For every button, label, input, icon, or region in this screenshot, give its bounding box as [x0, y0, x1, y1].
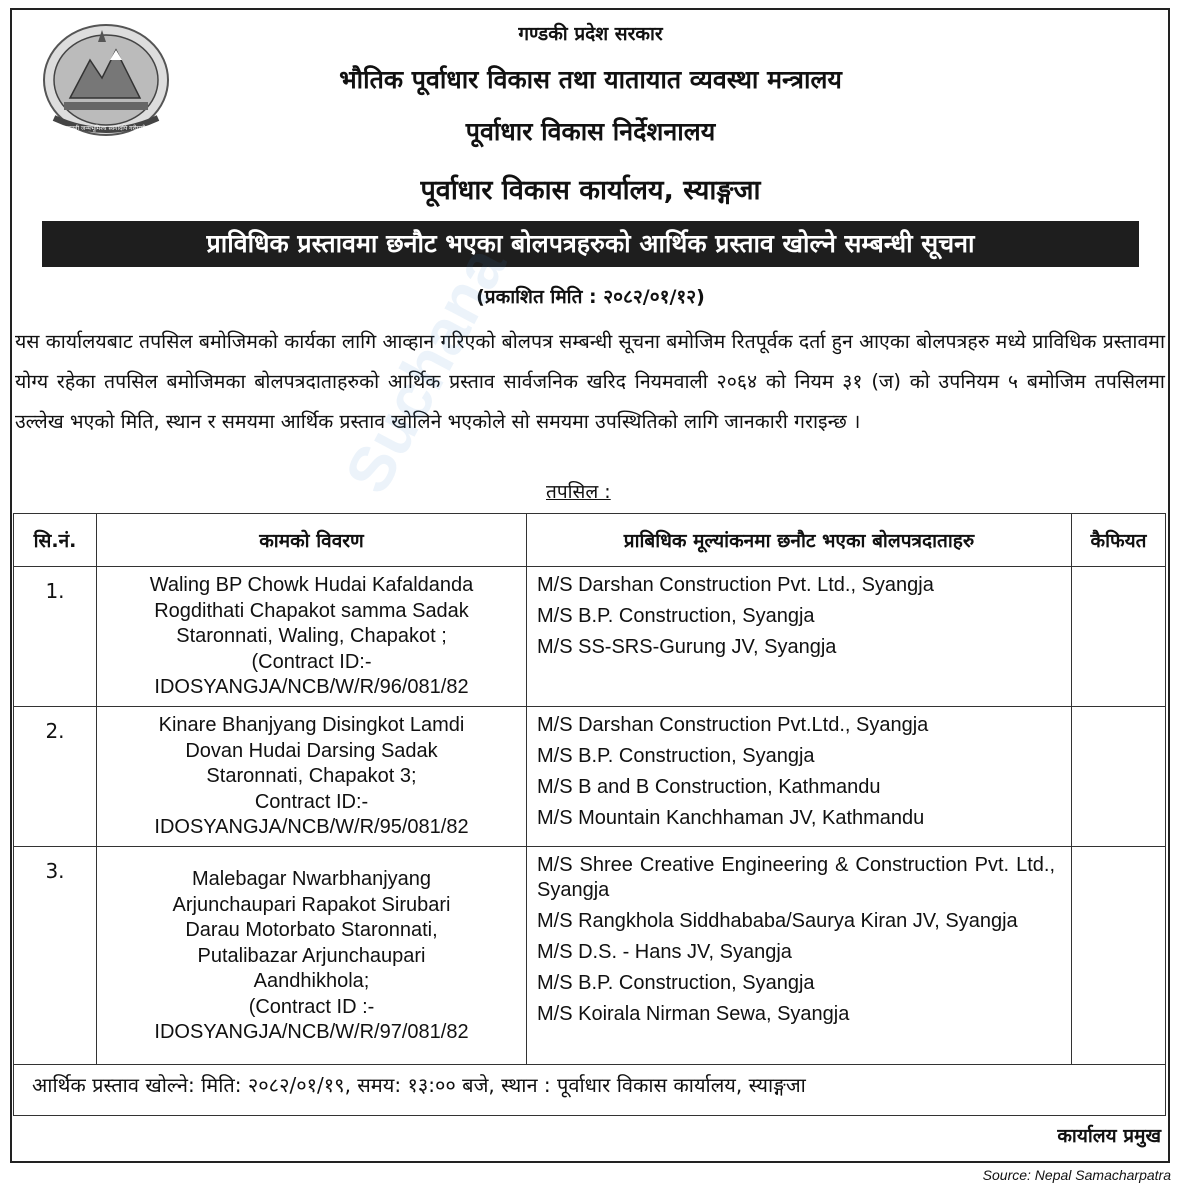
header-selected-bidders: प्राबिधिक मूल्यांकनमा छनौट भएका बोलपत्रदाताहरु — [527, 514, 1072, 567]
work-line: Putalibazar Arjunchaupari — [197, 944, 426, 967]
work-line: Dovan Hudai Darsing Sadak — [185, 739, 438, 762]
row-work-description — [97, 847, 527, 1065]
details-label: तपसिल : — [546, 481, 611, 503]
row-serial: 2. — [14, 707, 97, 847]
notice-body-paragraph: यस कार्यालयबाट तपसिल बमोजिमको कार्यका लागि आव्हान गरिएको बोलपत्र सम्बन्धी सूचना बमोजिम रितपूर्वक दर्ता हुन आएका बोलपत्रहरु मध्ये प्राविधिक प्रस्तावमा योग्य रहेका तपसिल बमोजिमका बोलपत्रदाताहरुको आर्थिक प्रस्ताव सार्वजनिक खरिद नियमवाली २०६४ को नियम ३१ (ज) को उपनियम ५ बमोजिम तपसिलमा उल्लेख भएको मिति, स्थान र समयमा आर्थिक प्रस्ताव खोलिने भएकोले सो समयमा उपस्थितिको लागि जानकारी गराइन्छ । — [15, 330, 1165, 433]
work-line: (Contract ID :- — [248, 995, 375, 1018]
work-line: Rogdithati Chapakot samma Sadak — [154, 599, 469, 622]
bidder-item: M/S B.P. Construction, Syangja — [537, 745, 815, 767]
table-row — [14, 707, 1166, 847]
row-bidders — [527, 847, 1072, 1065]
bidders-table — [13, 513, 1166, 1116]
work-line: Darau Motorbato Staronnati, — [185, 919, 438, 941]
row-remark — [1072, 847, 1166, 1065]
row-serial: 3. — [14, 847, 97, 1065]
bidder-item: M/S D.S. - Hans JV, Syangja — [537, 941, 792, 963]
row-remark — [1072, 567, 1166, 707]
work-line: IDOSYANGJA/NCB/W/R/95/081/82 — [154, 816, 469, 838]
watermark: Suchana — [330, 234, 520, 505]
office-title: पूर्वाधार विकास कार्यालय, स्याङ्गजा — [420, 175, 761, 206]
work-line: IDOSYANGJA/NCB/W/R/96/081/82 — [154, 676, 469, 698]
table-row — [14, 847, 1166, 1065]
work-line: Waling BP Chowk Hudai Kafaldanda — [149, 574, 474, 596]
row-work-description — [97, 707, 527, 847]
work-line: Arjunchaupari Rapakot Sirubari — [172, 893, 451, 916]
row-serial: 1. — [14, 567, 97, 707]
bidder-item: M/S Darshan Construction Pvt. Ltd., Syangja — [537, 574, 934, 596]
bidder-item: M/S B.P. Construction, Syangja — [537, 605, 815, 627]
svg-text:जननी जन्मभूमिश्च स्वर्गादपि गर: जननी जन्मभूमिश्च स्वर्गादपि गरीयसी — [66, 125, 146, 132]
work-line: Staronnati, Chapakot 3; — [206, 765, 417, 787]
table-row — [14, 567, 1166, 707]
work-line: Staronnati, Waling, Chapakot ; — [176, 625, 447, 647]
work-line: Kinare Bhanjyang Disingkot Lamdi — [158, 714, 465, 736]
table-footer-row — [14, 1065, 1166, 1116]
header-work-description: कामको विवरण — [97, 514, 527, 567]
header-remarks: कैफियत — [1072, 514, 1166, 567]
work-line: IDOSYANGJA/NCB/W/R/97/081/82 — [154, 1021, 469, 1043]
work-line: Malebagar Nwarbhanjyang — [191, 868, 432, 890]
row-bidders — [527, 707, 1072, 847]
header-serial: सि.नं. — [14, 514, 97, 567]
work-line: Contract ID:- — [254, 790, 369, 813]
bidder-item: M/S Darshan Construction Pvt.Ltd., Syangja — [537, 714, 929, 736]
financial-proposal-opening-info: आर्थिक प्रस्ताव खोल्ने: मिति: २०८२/०१/१९, समय: १३:०० बजे, स्थान : पूर्वाधार विकास कार्यालय, स्याङ्गजा — [14, 1065, 1166, 1116]
work-line: (Contract ID:- — [251, 650, 372, 673]
ministry-title: भौतिक पूर्वाधार विकास तथा यातायात व्यवस्था मन्त्रालय — [339, 65, 842, 94]
bidder-item: M/S B.P. Construction, Syangja — [537, 972, 815, 994]
bidder-item: M/S Shree Creative Engineering & Construction Pvt. Ltd., Syangja — [537, 854, 1055, 901]
bidder-item: M/S Koirala Nirman Sewa, Syangja — [537, 1003, 850, 1025]
work-line: Aandhikhola; — [253, 970, 370, 992]
notice-banner: प्राविधिक प्रस्तावमा छनौट भएका बोलपत्रहरुको आर्थिक प्रस्ताव खोल्ने सम्बन्धी सूचना — [42, 221, 1139, 267]
bidder-item: M/S Rangkhola Siddhababa/Saurya Kiran JV, Syangja — [537, 910, 1018, 932]
bidder-item: M/S Mountain Kanchhaman JV, Kathmandu — [537, 807, 925, 829]
source-credit: Source: Nepal Samacharpatra — [982, 1167, 1171, 1183]
bidder-item: M/S B and B Construction, Kathmandu — [537, 776, 881, 798]
row-work-description — [97, 567, 527, 707]
published-date: (प्रकाशित मिति : २०८२/०१/१२) — [476, 286, 705, 308]
row-remark — [1072, 707, 1166, 847]
directorate-title: पूर्वाधार विकास निर्देशनालय — [465, 117, 716, 146]
row-bidders — [527, 567, 1072, 707]
table-header-row — [14, 514, 1166, 567]
bidder-item: M/S SS-SRS-Gurung JV, Syangja — [537, 636, 837, 658]
province-government-title: गण्डकी प्रदेश सरकार — [518, 23, 663, 45]
office-chief-signatory: कार्यालय प्रमुख — [1057, 1125, 1161, 1147]
